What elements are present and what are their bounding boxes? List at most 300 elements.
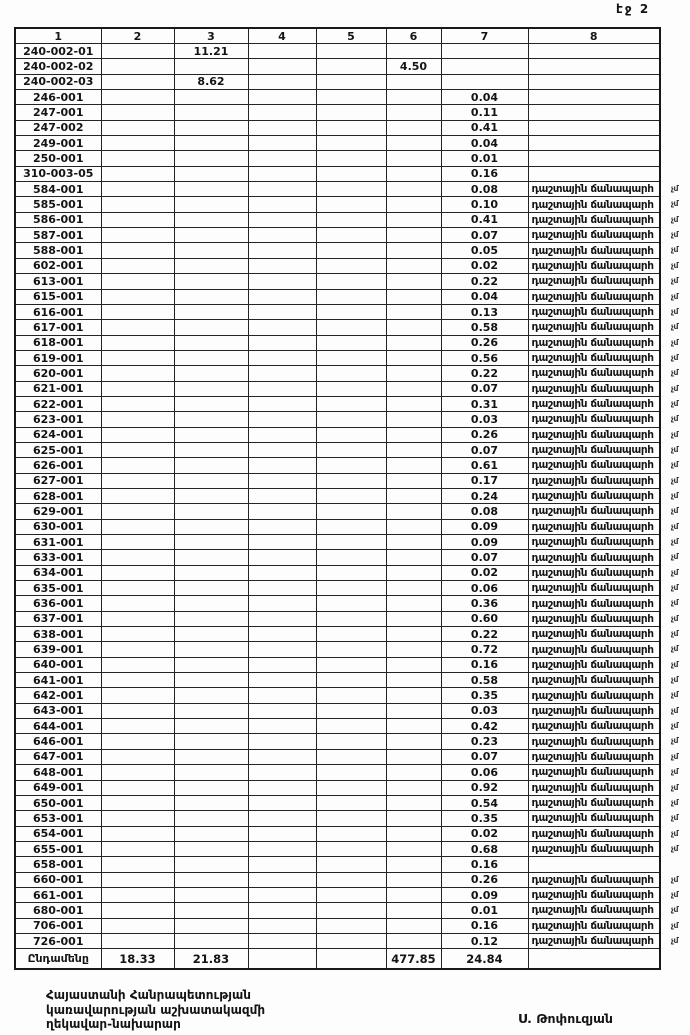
cell-col4	[248, 105, 316, 120]
issuer-title-block	[46, 988, 265, 1032]
cell-col2	[101, 274, 174, 289]
cell-code: 250-001	[15, 151, 101, 166]
cell-col6	[386, 765, 441, 780]
cell-code: 649-001	[15, 780, 101, 795]
cell-col7: 0.11	[441, 105, 528, 120]
cell-col7: 0.07	[441, 550, 528, 565]
cell-col3	[174, 719, 248, 734]
cell-col4	[248, 535, 316, 550]
cell-code: 639-001	[15, 642, 101, 657]
cell-col4	[248, 765, 316, 780]
margin-note: չմ	[670, 920, 678, 930]
margin-note: չմ	[670, 782, 678, 792]
cell-code: 622-001	[15, 396, 101, 411]
cell-col8: դաշտային ճանապարհ չմ	[528, 243, 660, 258]
cell-col8: դաշտային ճանապարհ չմ	[528, 872, 660, 887]
cell-col2	[101, 795, 174, 810]
cell-col2	[101, 841, 174, 856]
cell-col4	[248, 212, 316, 227]
cell-col3	[174, 473, 248, 488]
cell-col2	[101, 458, 174, 473]
cell-col8	[528, 90, 660, 105]
cell-col6	[386, 427, 441, 442]
cell-col3	[174, 903, 248, 918]
cell-col7: 0.61	[441, 458, 528, 473]
margin-note: չմ	[670, 552, 678, 562]
cell-col6	[386, 212, 441, 227]
cell-col7: 0.26	[441, 872, 528, 887]
table-row	[15, 243, 660, 258]
cell-col7: 0.58	[441, 673, 528, 688]
cell-code: 633-001	[15, 550, 101, 565]
cell-code: 628-001	[15, 488, 101, 503]
cell-col7: 0.04	[441, 90, 528, 105]
cell-col2	[101, 197, 174, 212]
cell-col7: 0.92	[441, 780, 528, 795]
cell-col7: 0.01	[441, 903, 528, 918]
cell-col4	[248, 442, 316, 457]
cell-col6	[386, 197, 441, 212]
cell-col2	[101, 550, 174, 565]
cell-col8: դաշտային ճանապարհ չմ	[528, 228, 660, 243]
cell-col4	[248, 258, 316, 273]
cell-code: 647-001	[15, 749, 101, 764]
cell-col3	[174, 688, 248, 703]
cell-col7: 0.26	[441, 335, 528, 350]
cell-col6	[386, 350, 441, 365]
cell-col3	[174, 197, 248, 212]
cell-col5	[316, 734, 386, 749]
cell-col7: 0.09	[441, 887, 528, 902]
cell-col5	[316, 350, 386, 365]
cell-col4	[248, 504, 316, 519]
cell-code: 240-002-01	[15, 44, 101, 59]
cell-col5	[316, 826, 386, 841]
cell-col3	[174, 166, 248, 181]
cell-col3	[174, 442, 248, 457]
cell-col4	[248, 688, 316, 703]
cell-col5	[316, 887, 386, 902]
cell-col5	[316, 504, 386, 519]
table-row	[15, 826, 660, 841]
cell-code: 240-002-02	[15, 59, 101, 74]
cell-col2	[101, 504, 174, 519]
cell-col5	[316, 749, 386, 764]
cell-col8: դաշտային ճանապարհ չմ	[528, 442, 660, 457]
cell-col6	[386, 320, 441, 335]
issuer-title-line: ղեկավար-նախարար	[46, 1017, 181, 1031]
cell-col7: 0.05	[441, 243, 528, 258]
margin-note: չմ	[670, 828, 678, 838]
table-row	[15, 258, 660, 273]
cell-col4	[248, 780, 316, 795]
cell-col6	[386, 44, 441, 59]
table-row	[15, 611, 660, 626]
cell-col6	[386, 826, 441, 841]
cell-col2	[101, 427, 174, 442]
cell-col8: դաշտային ճանապարհ չմ	[528, 258, 660, 273]
cell-code: 636-001	[15, 596, 101, 611]
cell-col3	[174, 749, 248, 764]
page-number-label: էջ 2	[616, 2, 651, 16]
cell-col4	[248, 795, 316, 810]
cell-col4	[248, 749, 316, 764]
cell-col2	[101, 642, 174, 657]
cell-code: 586-001	[15, 212, 101, 227]
cell-col4	[248, 412, 316, 427]
cell-code: 619-001	[15, 350, 101, 365]
margin-note: չմ	[670, 245, 678, 255]
cell-col5	[316, 59, 386, 74]
cell-col4	[248, 396, 316, 411]
table-row	[15, 903, 660, 918]
margin-note: չմ	[670, 444, 678, 454]
cell-col8: դաշտային ճանապարհ չմ	[528, 703, 660, 718]
cell-col4	[248, 857, 316, 872]
cell-col3	[174, 933, 248, 948]
cell-col5	[316, 182, 386, 197]
cell-col8: դաշտային ճանապարհ չմ	[528, 918, 660, 933]
cell-code: 641-001	[15, 673, 101, 688]
cell-col4	[248, 228, 316, 243]
cell-code: Ընդամենը	[15, 949, 101, 970]
column-header-1: 1	[15, 28, 101, 44]
cell-col6	[386, 258, 441, 273]
cell-col5	[316, 596, 386, 611]
table-row	[15, 596, 660, 611]
table-row	[15, 197, 660, 212]
cell-col3: 11.21	[174, 44, 248, 59]
cell-code: 643-001	[15, 703, 101, 718]
cell-col7: 0.22	[441, 366, 528, 381]
cell-code: 642-001	[15, 688, 101, 703]
table-row	[15, 703, 660, 718]
cell-col2	[101, 611, 174, 626]
table-row	[15, 719, 660, 734]
cell-col6	[386, 627, 441, 642]
cell-col5	[316, 765, 386, 780]
cell-col7: 0.54	[441, 795, 528, 810]
table-row	[15, 320, 660, 335]
cell-col6	[386, 74, 441, 89]
cell-code: 654-001	[15, 826, 101, 841]
cell-col8: դաշտային ճանապարհ չմ	[528, 519, 660, 534]
cell-col2	[101, 396, 174, 411]
cell-col7: 0.41	[441, 212, 528, 227]
cell-code: 650-001	[15, 795, 101, 810]
cell-col7: 0.08	[441, 182, 528, 197]
cell-col2	[101, 627, 174, 642]
cell-col4	[248, 949, 316, 970]
cell-col3	[174, 228, 248, 243]
margin-note: չմ	[670, 521, 678, 531]
column-header-3: 3	[174, 28, 248, 44]
cell-col6	[386, 872, 441, 887]
cell-col5	[316, 44, 386, 59]
cell-col6	[386, 105, 441, 120]
cell-col6	[386, 366, 441, 381]
cell-col3	[174, 627, 248, 642]
table-row	[15, 535, 660, 550]
cell-col2	[101, 596, 174, 611]
cell-col6	[386, 458, 441, 473]
cell-col8: դաշտային ճանապարհ չմ	[528, 565, 660, 580]
cell-col6	[386, 488, 441, 503]
table-total-row	[15, 949, 660, 970]
cell-col7: 0.13	[441, 304, 528, 319]
cell-col6	[386, 473, 441, 488]
cell-col6	[386, 381, 441, 396]
cell-col6	[386, 749, 441, 764]
cell-col8: դաշտային ճանապարհ չմ	[528, 673, 660, 688]
cell-col5	[316, 366, 386, 381]
cell-col7	[441, 44, 528, 59]
table-row	[15, 657, 660, 672]
cell-col3	[174, 320, 248, 335]
cell-col2	[101, 933, 174, 948]
cell-col5	[316, 933, 386, 948]
cell-col6	[386, 151, 441, 166]
cell-col5	[316, 550, 386, 565]
cell-col7: 0.31	[441, 396, 528, 411]
margin-note: չմ	[670, 767, 678, 777]
cell-col2	[101, 59, 174, 74]
cell-col4	[248, 151, 316, 166]
table-row	[15, 688, 660, 703]
table-row	[15, 59, 660, 74]
cell-col5	[316, 611, 386, 626]
cell-code: 618-001	[15, 335, 101, 350]
cell-code: 706-001	[15, 918, 101, 933]
cell-col2	[101, 228, 174, 243]
cell-col7: 0.03	[441, 703, 528, 718]
cell-col3	[174, 887, 248, 902]
cell-col3	[174, 504, 248, 519]
cell-col5	[316, 396, 386, 411]
cell-col2	[101, 212, 174, 227]
margin-note: չմ	[670, 368, 678, 378]
cell-code: 621-001	[15, 381, 101, 396]
margin-note: չմ	[670, 230, 678, 240]
cell-code: 661-001	[15, 887, 101, 902]
cell-col2	[101, 918, 174, 933]
cell-col8	[528, 74, 660, 89]
cell-col6	[386, 120, 441, 135]
cell-code: 602-001	[15, 258, 101, 273]
cell-col5	[316, 780, 386, 795]
cell-col8	[528, 44, 660, 59]
cell-col4	[248, 872, 316, 887]
margin-note: չմ	[670, 736, 678, 746]
margin-note: չմ	[670, 705, 678, 715]
cell-col5	[316, 795, 386, 810]
cell-col2	[101, 673, 174, 688]
cell-col8: դաշտային ճանապարհ չմ	[528, 581, 660, 596]
cell-col7: 0.42	[441, 719, 528, 734]
cell-col2	[101, 136, 174, 151]
cell-col4	[248, 320, 316, 335]
margin-note: չմ	[670, 813, 678, 823]
cell-col6	[386, 565, 441, 580]
cell-col3	[174, 550, 248, 565]
cell-col3	[174, 519, 248, 534]
cell-code: 240-002-03	[15, 74, 101, 89]
cell-col7	[441, 59, 528, 74]
cell-col6	[386, 657, 441, 672]
cell-col8: դաշտային ճանապարհ չմ	[528, 412, 660, 427]
cell-col3	[174, 596, 248, 611]
cell-col7: 0.06	[441, 581, 528, 596]
cell-col5	[316, 442, 386, 457]
cell-col7: 0.07	[441, 749, 528, 764]
margin-note: չմ	[670, 751, 678, 761]
margin-note: չմ	[670, 291, 678, 301]
table-row	[15, 565, 660, 580]
cell-col3	[174, 304, 248, 319]
cell-col6	[386, 841, 441, 856]
cell-col5	[316, 673, 386, 688]
cell-col3	[174, 427, 248, 442]
margin-note: չմ	[670, 629, 678, 639]
cell-code: 616-001	[15, 304, 101, 319]
column-header-4: 4	[248, 28, 316, 44]
margin-note: չմ	[670, 429, 678, 439]
cell-col5	[316, 212, 386, 227]
cell-col8: դաշտային ճանապարհ չմ	[528, 197, 660, 212]
cell-col5	[316, 166, 386, 181]
cell-col8: դաշտային ճանապարհ չմ	[528, 734, 660, 749]
cell-code: 310-003-05	[15, 166, 101, 181]
cell-col3	[174, 458, 248, 473]
cell-col7: 0.24	[441, 488, 528, 503]
cell-col7: 0.17	[441, 473, 528, 488]
cell-col2	[101, 688, 174, 703]
cell-col8: դաշտային ճանապարհ չմ	[528, 504, 660, 519]
cell-col8: դաշտային ճանապարհ չմ	[528, 473, 660, 488]
cell-col5	[316, 427, 386, 442]
cell-code: 624-001	[15, 427, 101, 442]
cell-col2	[101, 565, 174, 580]
margin-note: չմ	[670, 276, 678, 286]
cell-col3	[174, 872, 248, 887]
cell-col2	[101, 120, 174, 135]
table-row	[15, 749, 660, 764]
cell-col4	[248, 458, 316, 473]
cell-col6	[386, 412, 441, 427]
cell-col4	[248, 44, 316, 59]
cell-col2	[101, 734, 174, 749]
cell-col8: դաշտային ճանապարհ չմ	[528, 396, 660, 411]
cell-col5	[316, 136, 386, 151]
table-row	[15, 136, 660, 151]
cell-col8: դաշտային ճանապարհ չմ	[528, 304, 660, 319]
cell-col3	[174, 857, 248, 872]
cell-col5	[316, 412, 386, 427]
cell-col7: 0.02	[441, 565, 528, 580]
table-row	[15, 427, 660, 442]
cell-col4	[248, 611, 316, 626]
cell-code: 584-001	[15, 182, 101, 197]
table-row	[15, 120, 660, 135]
cell-col3	[174, 212, 248, 227]
issuer-title-line: Հայաստանի Հանրապետության	[46, 988, 251, 1002]
cell-col6	[386, 90, 441, 105]
table-row	[15, 74, 660, 89]
cell-col2	[101, 442, 174, 457]
cell-col8: դաշտային ճանապարհ չմ	[528, 458, 660, 473]
cell-col7: 0.16	[441, 857, 528, 872]
cell-col3	[174, 396, 248, 411]
cell-col5	[316, 535, 386, 550]
cell-col5	[316, 627, 386, 642]
cell-col8: դաշտային ճանապարհ չմ	[528, 933, 660, 948]
cell-code: 638-001	[15, 627, 101, 642]
cell-col6	[386, 519, 441, 534]
table-row	[15, 627, 660, 642]
cell-col6	[386, 611, 441, 626]
cell-col6	[386, 903, 441, 918]
margin-note: չմ	[670, 398, 678, 408]
cell-col4	[248, 381, 316, 396]
margin-note: չմ	[670, 383, 678, 393]
cell-col4	[248, 304, 316, 319]
cell-col7: 0.03	[441, 412, 528, 427]
cell-col7: 0.16	[441, 657, 528, 672]
cell-col4	[248, 565, 316, 580]
cell-code: 585-001	[15, 197, 101, 212]
cell-col6	[386, 887, 441, 902]
cell-col3	[174, 611, 248, 626]
table-row	[15, 412, 660, 427]
margin-note: չմ	[670, 905, 678, 915]
cell-col8: դաշտային ճանապարհ չմ	[528, 795, 660, 810]
cell-col8: դաշտային ճանապարհ չմ	[528, 550, 660, 565]
cell-col7: 0.60	[441, 611, 528, 626]
cell-col3	[174, 335, 248, 350]
table-row	[15, 458, 660, 473]
cell-col3	[174, 381, 248, 396]
cell-col2	[101, 182, 174, 197]
issuer-title-line: կառավարության աշխատակազմի	[46, 1002, 266, 1017]
table-row	[15, 166, 660, 181]
cell-col8: դաշտային ճանապարհ չմ	[528, 366, 660, 381]
cell-col7: 0.23	[441, 734, 528, 749]
cell-code: 587-001	[15, 228, 101, 243]
table-row	[15, 182, 660, 197]
cell-code: 631-001	[15, 535, 101, 550]
column-header-7: 7	[441, 28, 528, 44]
cell-col5	[316, 642, 386, 657]
margin-note: չմ	[670, 889, 678, 899]
table-row	[15, 350, 660, 365]
cell-col4	[248, 918, 316, 933]
cell-col6: 477.85	[386, 949, 441, 970]
cell-col7	[441, 74, 528, 89]
cell-code: 653-001	[15, 811, 101, 826]
cell-col2	[101, 811, 174, 826]
cell-col7: 0.07	[441, 442, 528, 457]
cell-col8: դաշտային ճանապարհ չմ	[528, 642, 660, 657]
cell-col5	[316, 703, 386, 718]
cell-col2	[101, 90, 174, 105]
cell-col6	[386, 918, 441, 933]
cell-col4	[248, 841, 316, 856]
cell-col8: դաշտային ճանապարհ չմ	[528, 535, 660, 550]
table-row	[15, 44, 660, 59]
margin-note: չմ	[670, 414, 678, 424]
table-row	[15, 673, 660, 688]
cell-col4	[248, 657, 316, 672]
